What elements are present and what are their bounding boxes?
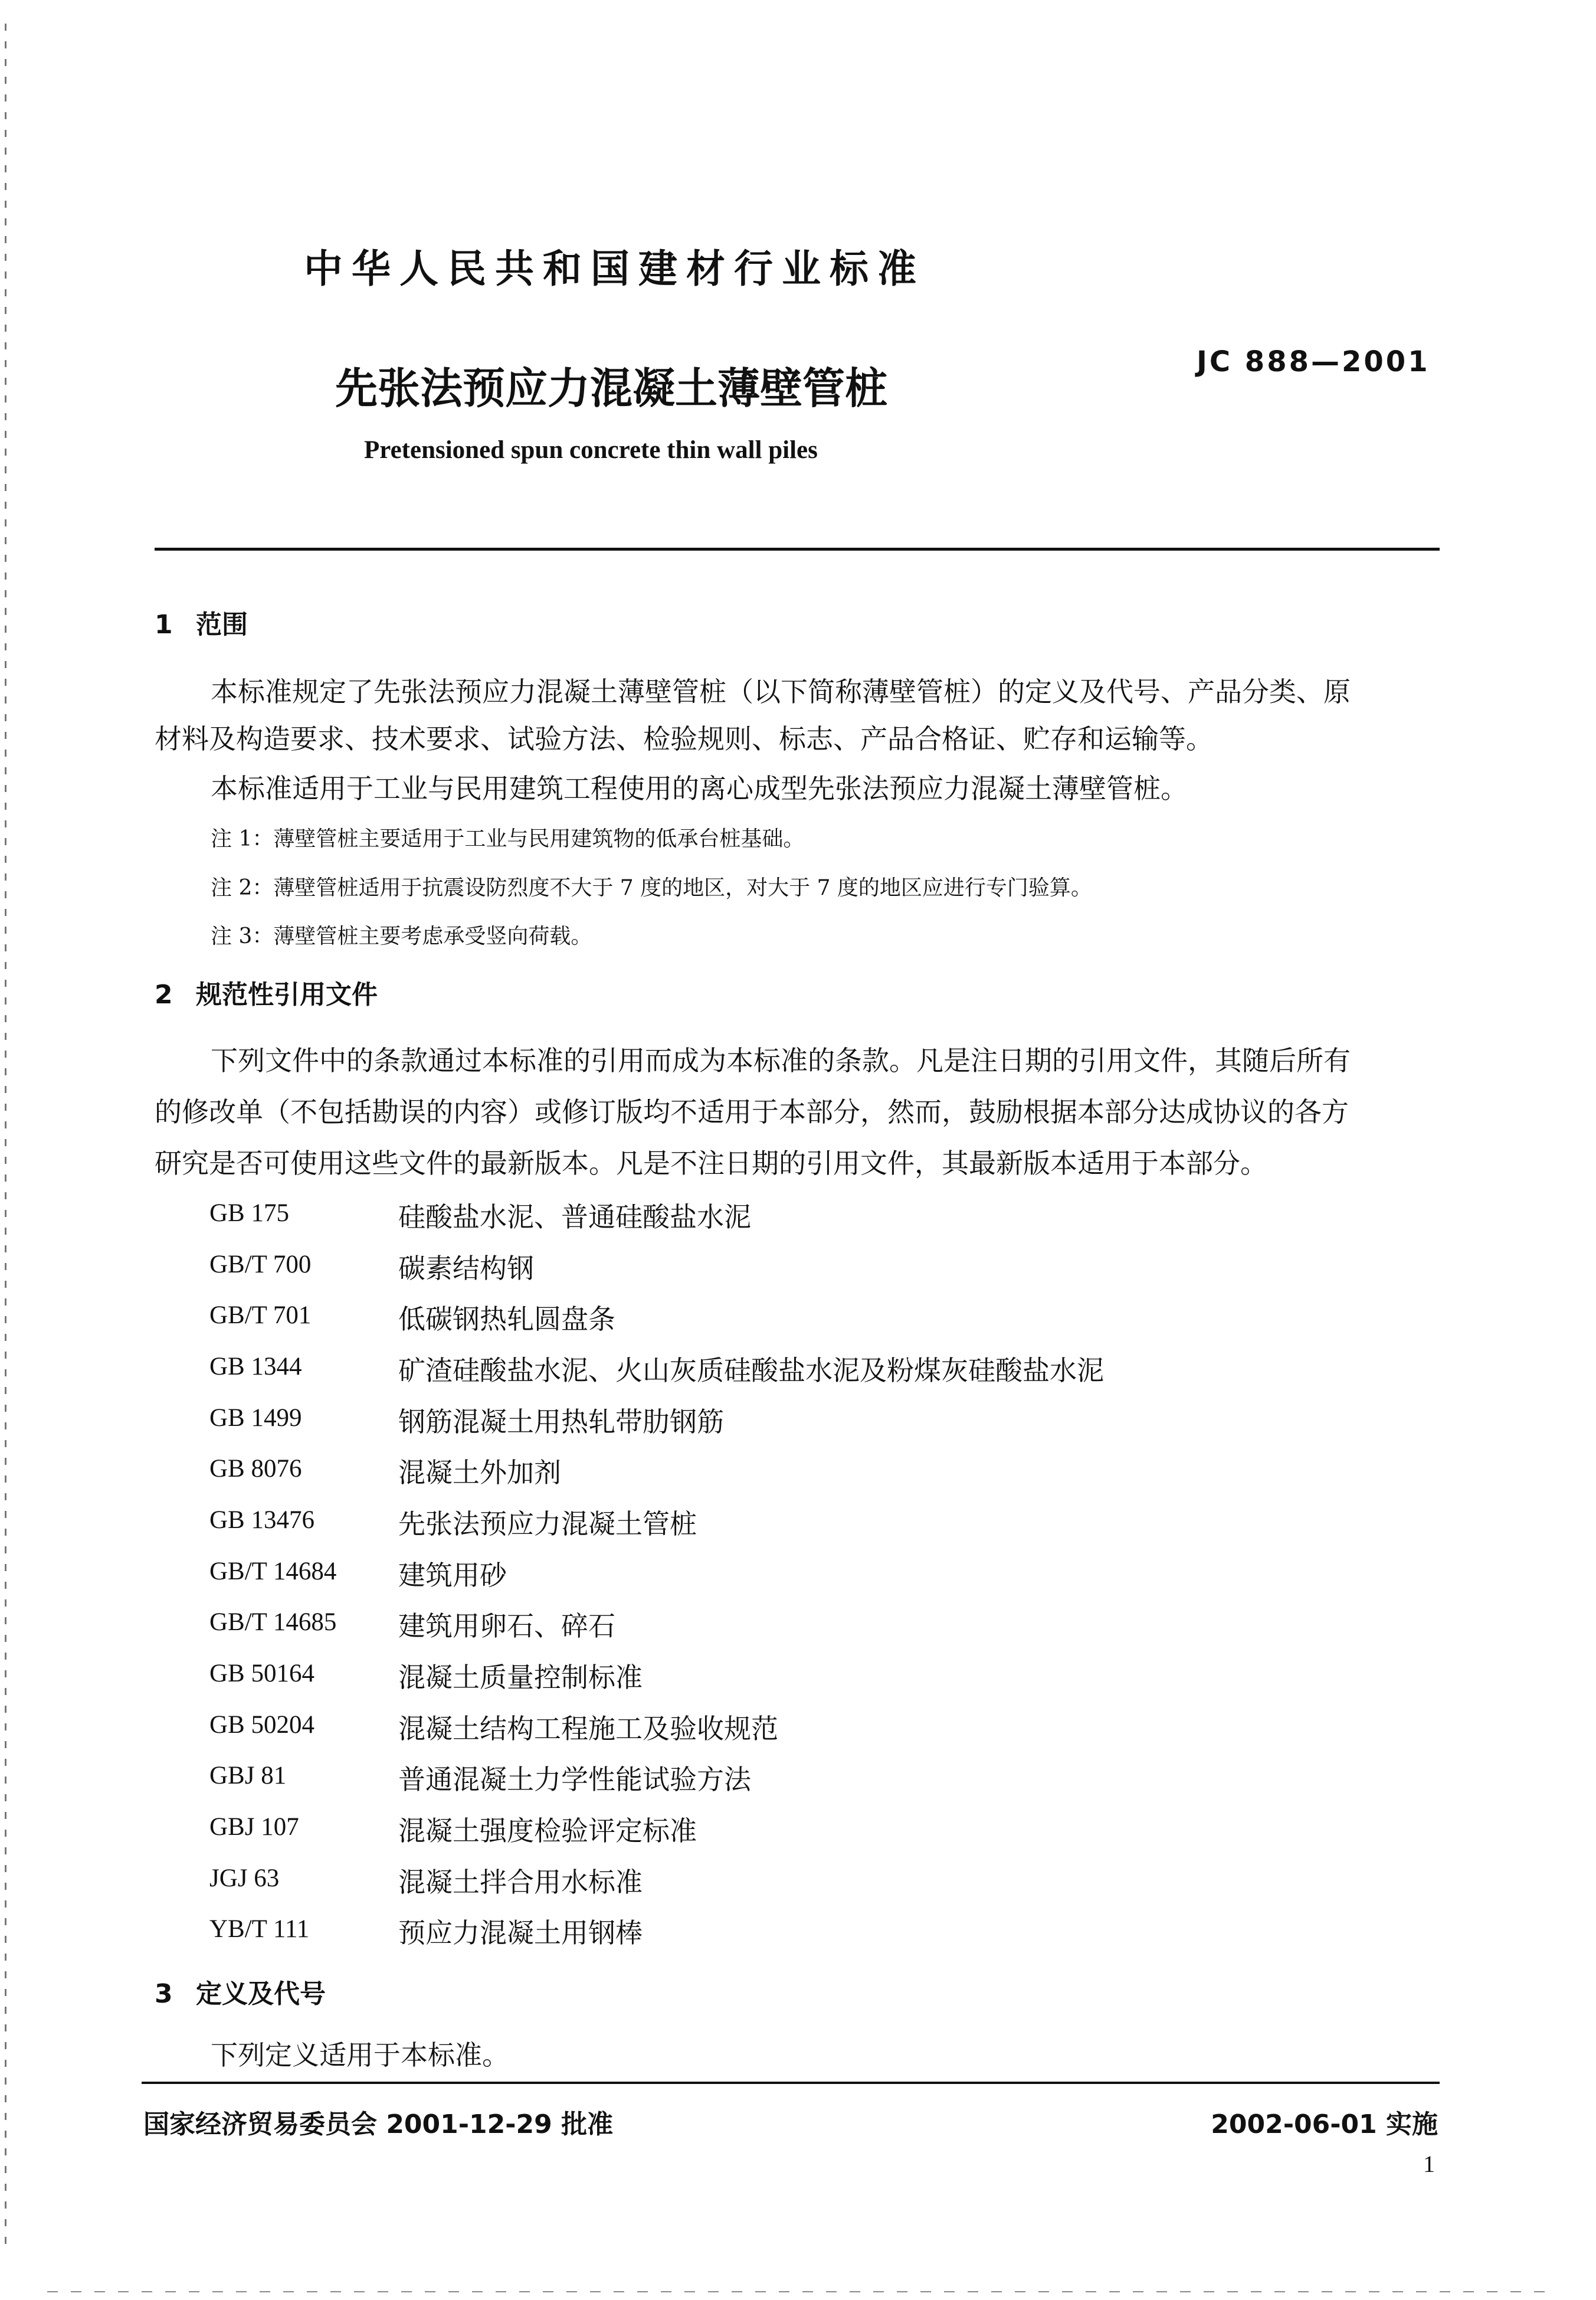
- note-item: 注 3：薄壁管桩主要考虑承受竖向荷载。: [211, 924, 592, 948]
- footer-divider: [142, 2082, 1440, 2084]
- section-2-heading: [155, 973, 378, 1011]
- note-item: 注 1：薄壁管桩主要适用于工业与民用建筑物的低承台桩基础。: [211, 827, 805, 851]
- reference-title: 先张法预应力混凝土管桩: [398, 1508, 697, 1540]
- reference-title: 硅酸盐水泥、普通硅酸盐水泥: [398, 1201, 751, 1233]
- section-3-heading: [155, 1972, 326, 2010]
- references-paragraph-line: 的修改单（不包括勘误的内容）或修订版均不适用于本部分，然而，鼓励根据本部分达成协议的各方: [155, 1096, 1349, 1128]
- scope-paragraph: 本标准适用于工业与民用建筑工程使用的离心成型先张法预应力混凝土薄壁管桩。: [211, 773, 1188, 804]
- reference-code: YB/T 111: [209, 1915, 310, 1943]
- reference-title: 碳素结构钢: [398, 1252, 534, 1284]
- section-1-heading: [155, 603, 248, 641]
- reference-code: GB 50204: [209, 1711, 314, 1739]
- reference-code: JGJ 63: [209, 1864, 280, 1892]
- reference-title: 低碳钢热轧圆盘条: [398, 1303, 615, 1335]
- reference-code: GB/T 701: [209, 1301, 312, 1329]
- reference-title: 建筑用卵石、碎石: [398, 1610, 615, 1642]
- reference-code: GB 1499: [209, 1404, 302, 1432]
- reference-title: 混凝土外加剂: [398, 1457, 561, 1488]
- header-divider: [155, 548, 1440, 551]
- section-title: 范围: [196, 610, 248, 640]
- reference-title: 矿渣硅酸盐水泥、火山灰质硅酸盐水泥及粉煤灰硅酸盐水泥: [398, 1355, 1104, 1386]
- section-title: 规范性引用文件: [196, 980, 378, 1010]
- section-number: 1: [155, 610, 173, 640]
- agency-title: 中华人民共和国建材行业标准: [304, 246, 925, 292]
- reference-title: 混凝土拌合用水标准: [398, 1866, 643, 1898]
- reference-code: GB 1344: [209, 1353, 302, 1380]
- reference-title: 混凝土结构工程施工及验收规范: [398, 1713, 778, 1745]
- reference-title: 混凝土质量控制标准: [398, 1661, 643, 1693]
- references-paragraph-line: 下列文件中的条款通过本标准的引用而成为本标准的条款。凡是注日期的引用文件，其随后所有: [211, 1045, 1351, 1077]
- document-title: 先张法预应力混凝土薄壁管桩: [335, 364, 888, 413]
- reference-code: GB/T 14684: [209, 1558, 337, 1585]
- scope-paragraph-line: 材料及构造要求、技术要求、试验方法、检验规则、标志、产品合格证、贮存和运输等。: [155, 723, 1213, 755]
- reference-code: GB 8076: [209, 1455, 302, 1483]
- reference-title: 混凝土强度检验评定标准: [398, 1815, 697, 1847]
- reference-title: 钢筋混凝土用热轧带肋钢筋: [398, 1406, 724, 1438]
- reference-code: GB 175: [209, 1199, 289, 1227]
- scan-border-left: [5, 24, 6, 2255]
- reference-code: GBJ 107: [209, 1813, 299, 1841]
- reference-title: 预应力混凝土用钢棒: [398, 1917, 643, 1949]
- reference-code: GB 50164: [209, 1660, 314, 1687]
- reference-code: GB/T 700: [209, 1251, 312, 1278]
- section-number: 3: [155, 1979, 173, 2009]
- definitions-paragraph: 下列定义适用于本标准。: [211, 2039, 509, 2071]
- standard-code: JC 888—2001: [1197, 345, 1430, 378]
- page-number: 1: [1423, 2151, 1435, 2177]
- references-paragraph-line: 研究是否可使用这些文件的最新版本。凡是不注日期的引用文件，其最新版本适用于本部分。: [155, 1147, 1267, 1179]
- reference-code: GBJ 81: [209, 1762, 287, 1789]
- scan-border-bottom: [47, 2291, 1558, 2292]
- note-item: 注 2：薄壁管桩适用于抗震设防烈度不大于 7 度的地区，对大于 7 度的地区应进行专门验算。: [211, 876, 1092, 900]
- approval-line: 国家经济贸易委员会 2001-12-29 批准: [143, 2109, 614, 2139]
- reference-code: GB 13476: [209, 1506, 314, 1534]
- reference-title: 普通混凝土力学性能试验方法: [398, 1764, 751, 1795]
- reference-code: GB/T 14685: [209, 1608, 337, 1636]
- implementation-date: 2002-06-01 实施: [1211, 2109, 1438, 2139]
- scope-paragraph-line: 本标准规定了先张法预应力混凝土薄壁管桩（以下简称薄壁管桩）的定义及代号、产品分类、原: [211, 676, 1351, 708]
- section-title: 定义及代号: [196, 1979, 326, 2009]
- reference-title: 建筑用砂: [398, 1559, 507, 1591]
- english-title: Pretensioned spun concrete thin wall piles: [364, 436, 818, 464]
- section-number: 2: [155, 980, 173, 1010]
